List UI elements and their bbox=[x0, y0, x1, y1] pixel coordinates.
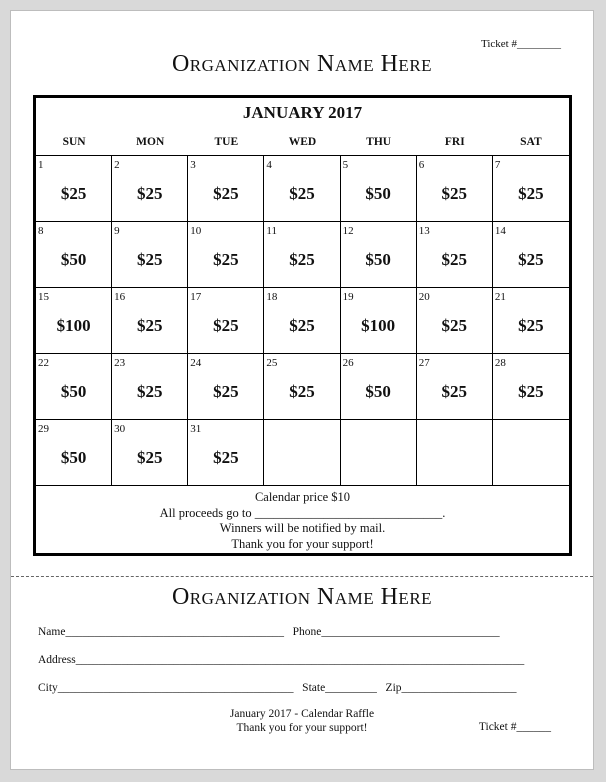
day-number: 2 bbox=[114, 159, 120, 171]
prize-amount: $50 bbox=[60, 250, 87, 269]
prize-amount: $25 bbox=[136, 316, 163, 335]
day-number: 30 bbox=[114, 423, 126, 435]
day-cell bbox=[112, 288, 188, 354]
stub-ticket-number-label: Ticket #______ bbox=[478, 721, 551, 733]
prize-amount: $25 bbox=[441, 250, 468, 269]
prize-amount: $25 bbox=[441, 316, 468, 335]
empty-cell bbox=[493, 420, 569, 486]
day-number: 14 bbox=[494, 225, 506, 237]
day-cell bbox=[188, 354, 264, 420]
day-cell bbox=[188, 288, 264, 354]
prize-amount: $50 bbox=[365, 250, 391, 269]
prize-amount: $50 bbox=[365, 382, 391, 401]
day-cell bbox=[264, 354, 340, 420]
stub-thanks-text: Thank you for your support! bbox=[236, 722, 368, 734]
day-name-wed: WED bbox=[288, 135, 317, 148]
day-cell bbox=[493, 156, 569, 222]
day-cell bbox=[112, 354, 188, 420]
day-number: 8 bbox=[38, 225, 44, 237]
day-cell bbox=[36, 222, 112, 288]
prize-amount: $25 bbox=[441, 184, 468, 203]
day-number: 18 bbox=[266, 291, 278, 303]
day-number: 7 bbox=[494, 159, 501, 171]
prize-amount: $100 bbox=[361, 316, 396, 335]
prize-amount: $25 bbox=[60, 184, 87, 203]
day-cell bbox=[36, 420, 112, 486]
day-cell bbox=[417, 156, 493, 222]
day-name-mon: MON bbox=[136, 135, 165, 148]
organization-name-title: Organization Name Here bbox=[171, 51, 433, 77]
ticket-number-label: Ticket #________ bbox=[481, 38, 561, 50]
day-cell bbox=[493, 354, 569, 420]
day-cell bbox=[36, 156, 112, 222]
prize-amount: $25 bbox=[518, 316, 544, 335]
prize-amount: $25 bbox=[518, 250, 544, 269]
day-cell bbox=[341, 288, 417, 354]
prize-amount: $25 bbox=[289, 184, 315, 203]
day-number: 27 bbox=[418, 357, 430, 369]
day-number: 26 bbox=[342, 357, 354, 369]
day-cell bbox=[112, 420, 188, 486]
day-number: 3 bbox=[190, 159, 196, 171]
day-cell bbox=[264, 156, 340, 222]
name-phone-line: Name______________________________________ Phone_______________________________ bbox=[38, 626, 500, 638]
prize-amount: $100 bbox=[56, 316, 91, 335]
stub-organization-name: Organization Name Here bbox=[171, 584, 433, 610]
empty-cell bbox=[264, 420, 340, 486]
day-cell bbox=[417, 222, 493, 288]
day-number: 1 bbox=[38, 159, 44, 171]
prize-amount: $25 bbox=[213, 184, 239, 203]
calendar-price-text: Calendar price $10 bbox=[254, 490, 351, 504]
prize-amount: $25 bbox=[136, 184, 163, 203]
day-cell bbox=[417, 288, 493, 354]
day-number: 23 bbox=[114, 357, 126, 369]
proceeds-text: All proceeds go to ______________________________. bbox=[159, 505, 446, 520]
prize-amount: $25 bbox=[213, 250, 239, 269]
day-number: 29 bbox=[38, 423, 49, 435]
day-name-tue: TUE bbox=[214, 135, 239, 148]
prize-amount: $25 bbox=[213, 316, 239, 335]
calendar-box bbox=[33, 95, 572, 556]
day-cell bbox=[36, 354, 112, 420]
prize-amount: $25 bbox=[136, 250, 163, 269]
prize-amount: $50 bbox=[60, 382, 87, 401]
day-number: 10 bbox=[190, 225, 202, 237]
day-number: 28 bbox=[494, 357, 506, 369]
day-number: 15 bbox=[38, 291, 49, 303]
day-names-row bbox=[36, 128, 569, 155]
day-number: 25 bbox=[266, 357, 278, 369]
day-cell bbox=[264, 288, 340, 354]
calendar-grid bbox=[36, 155, 569, 486]
prize-amount: $25 bbox=[213, 448, 239, 467]
day-number: 16 bbox=[114, 291, 126, 303]
day-number: 20 bbox=[418, 291, 430, 303]
day-name-sat: SAT bbox=[520, 135, 542, 148]
month-title: JANUARY 2017 bbox=[242, 103, 363, 122]
day-cell bbox=[112, 156, 188, 222]
day-cell bbox=[188, 420, 264, 486]
raffle-title-text: January 2017 - Calendar Raffle bbox=[229, 708, 375, 720]
prize-amount: $25 bbox=[289, 250, 315, 269]
day-number: 11 bbox=[266, 225, 278, 237]
prize-amount: $50 bbox=[365, 184, 391, 203]
day-number: 24 bbox=[190, 357, 202, 369]
empty-cell bbox=[341, 420, 417, 486]
thank-you-text: Thank you for your support! bbox=[231, 536, 374, 551]
day-number: 4 bbox=[266, 159, 272, 171]
day-number: 13 bbox=[418, 225, 430, 237]
day-number: 9 bbox=[114, 225, 120, 237]
tear-off-line bbox=[11, 576, 593, 577]
raffle-sheet bbox=[10, 10, 594, 770]
day-cell bbox=[264, 222, 340, 288]
day-cell bbox=[493, 288, 569, 354]
day-number: 19 bbox=[342, 291, 354, 303]
prize-amount: $25 bbox=[441, 382, 468, 401]
day-number: 17 bbox=[190, 291, 202, 303]
calendar-footer bbox=[36, 486, 569, 552]
prize-amount: $25 bbox=[518, 382, 544, 401]
prize-amount: $25 bbox=[213, 382, 239, 401]
day-name-sun: SUN bbox=[62, 135, 86, 148]
day-number: 6 bbox=[418, 159, 425, 171]
day-number: 21 bbox=[494, 291, 506, 303]
winners-notice-text: Winners will be notified by mail. bbox=[219, 521, 386, 535]
day-number: 12 bbox=[342, 225, 354, 237]
address-line: Address______________________________________________________________________________ bbox=[38, 654, 525, 666]
day-cell bbox=[112, 222, 188, 288]
day-cell bbox=[341, 354, 417, 420]
day-cell bbox=[341, 156, 417, 222]
day-cell bbox=[341, 222, 417, 288]
day-name-fri: FRI bbox=[444, 135, 465, 148]
prize-amount: $25 bbox=[289, 382, 315, 401]
day-name-thu: THU bbox=[366, 135, 392, 148]
prize-amount: $50 bbox=[60, 448, 87, 467]
day-cell bbox=[188, 156, 264, 222]
day-number: 22 bbox=[38, 357, 49, 369]
day-cell bbox=[188, 222, 264, 288]
city-state-zip-line: City_________________________________________ State_________ Zip____________________ bbox=[38, 682, 517, 694]
empty-cell bbox=[417, 420, 493, 486]
prize-amount: $25 bbox=[518, 184, 544, 203]
day-number: 31 bbox=[190, 423, 202, 435]
day-number: 5 bbox=[342, 159, 349, 171]
prize-amount: $25 bbox=[136, 448, 163, 467]
prize-amount: $25 bbox=[289, 316, 315, 335]
day-cell bbox=[417, 354, 493, 420]
day-cell bbox=[36, 288, 112, 354]
prize-amount: $25 bbox=[136, 382, 163, 401]
day-cell bbox=[493, 222, 569, 288]
